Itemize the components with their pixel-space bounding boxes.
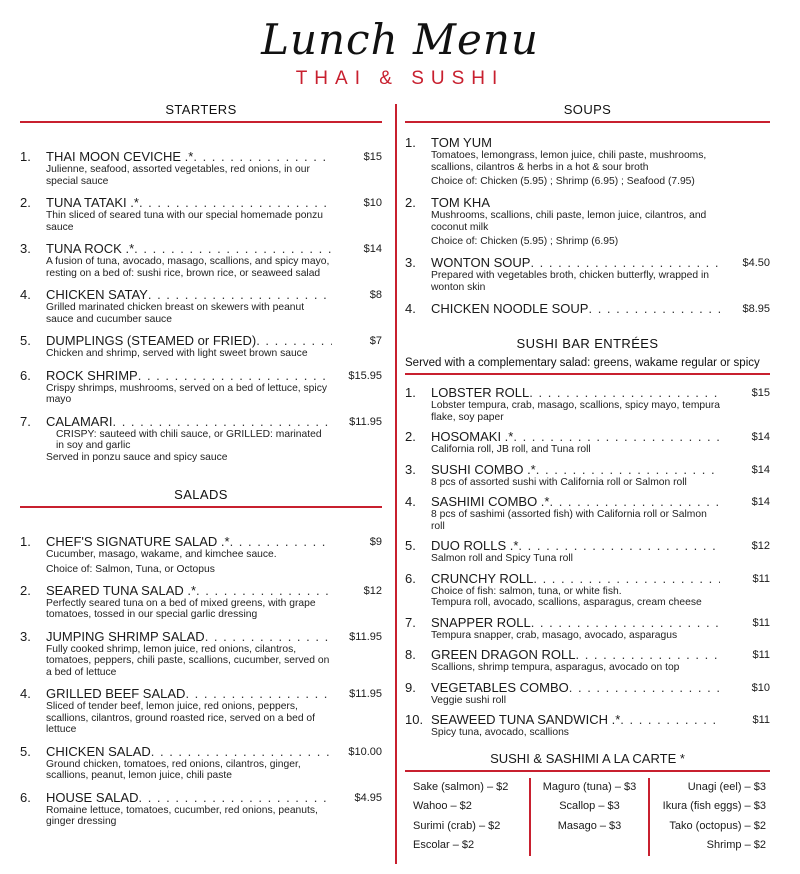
- a-la-carte-item: Surimi (crab) – $2: [413, 819, 501, 832]
- menu-item: [405, 615, 770, 642]
- menu-item-description: Thin sliced of seared tuna with our special homemade ponzu sauce: [46, 210, 324, 233]
- menu-item-line: [405, 680, 770, 695]
- menu-item-description: Fully cooked shrimp, lemon juice, red onions, cilantros, tomatoes, peppers, chili paste, scallions, cucumber, served on a bed of lettuce: [46, 643, 330, 678]
- dot-leader: [529, 385, 720, 400]
- menu-item-line: [405, 538, 770, 553]
- menu-item-name-wrap: [431, 647, 720, 662]
- menu-item-line: [405, 462, 770, 477]
- menu-item-number: 8.: [405, 647, 416, 662]
- menu-item-description: Lobster tempura, crab, masago, scallions, spicy mayo, tempura flake, soy paper: [431, 400, 721, 423]
- menu-item-price: $11.95: [349, 415, 382, 428]
- right-column: [405, 102, 770, 856]
- menu-item-name: TOM YUM: [431, 135, 492, 150]
- menu-item-number: 4.: [20, 686, 31, 701]
- a-la-carte-item: Shrimp – $2: [706, 839, 766, 851]
- menu-item-name: VEGETABLES COMBO: [431, 679, 569, 695]
- starters-list: [20, 149, 382, 463]
- menu-item-line: [405, 429, 770, 444]
- menu-item-name: SNAPPER ROLL: [431, 614, 531, 630]
- menu-item-name: DUO ROLLS .*: [431, 538, 519, 553]
- menu-item-number: 5.: [405, 538, 416, 553]
- menu-item-name: CALAMARI: [46, 413, 113, 429]
- dot-leader: [151, 744, 332, 759]
- menu-item: [20, 149, 382, 187]
- dot-leader: [531, 615, 720, 630]
- menu-item-number: 1.: [405, 135, 416, 150]
- menu-item-price: $15: [363, 151, 382, 163]
- menu-item-line: [20, 333, 382, 348]
- menu-item: [20, 241, 382, 279]
- menu-item-number: 7.: [20, 413, 31, 429]
- menu-item: [20, 583, 382, 621]
- menu-item-price: $11: [752, 616, 770, 629]
- menu-item-description: A fusion of tuna, avocado, masago, scallions, and spicy mayo, resting on a bed of: sushi rice, brown rice, or seaweed salad: [46, 256, 330, 279]
- menu-item-name-wrap: [431, 494, 720, 509]
- menu-item-description: Sliced of tender beef, lemon juice, red onions, peppers, scallions, cilantros, ground roasted rice, served on a bed of lettuce: [46, 701, 316, 735]
- a-la-carte-item: Sake (salmon) – $2: [413, 780, 509, 793]
- menu-item-number: 5.: [20, 743, 31, 759]
- dot-leader: [530, 255, 720, 270]
- menu-item-price: $8.95: [742, 303, 770, 315]
- menu-item: [20, 744, 382, 782]
- menu-item-name: CRUNCHY ROLL: [431, 570, 534, 586]
- menu-item-number: 7.: [405, 614, 416, 630]
- menu-item-name: TOM KHA: [431, 195, 490, 210]
- menu-item-line: [20, 629, 382, 644]
- menu-item-name-wrap: [431, 255, 720, 270]
- sushi-bar-note: Served with a complementary salad: greens, wakame regular or spicy: [405, 357, 770, 375]
- menu-item-line: [20, 583, 382, 598]
- menu-item-price: $15: [751, 387, 770, 399]
- menu-item-number: 3.: [405, 255, 416, 270]
- menu-item: [20, 414, 382, 464]
- menu-item-number: 2.: [405, 195, 416, 210]
- menu-item-name-wrap: [46, 368, 332, 383]
- menu-subtitle: THAI & SUSHI: [295, 68, 505, 89]
- left-column: [20, 102, 382, 836]
- menu-item: [405, 135, 770, 187]
- menu-item-name-wrap: [46, 241, 332, 256]
- menu-item-price: $4.50: [742, 257, 770, 269]
- menu-item-name-wrap: [431, 195, 720, 210]
- dot-leader: [230, 534, 332, 549]
- menu-item-name-wrap: [46, 534, 332, 549]
- menu-item-name: TUNA TATAKI .*: [46, 195, 139, 210]
- menu-item-line: [405, 385, 770, 400]
- menu-item-number: 2.: [405, 429, 416, 444]
- menu-item-name: HOUSE SALAD: [46, 789, 139, 805]
- dot-leader: [513, 429, 720, 444]
- menu-item-choice: Choice of: Salmon, Tuna, or Octopus: [46, 563, 215, 575]
- a-la-carte-heading: SUSHI & SASHIMI A LA CARTE *: [405, 751, 770, 772]
- sushi-bar-heading: SUSHI BAR ENTRÉES: [516, 336, 659, 351]
- menu-item-line: [405, 615, 770, 630]
- menu-item: [405, 680, 770, 707]
- menu-item-line: [20, 686, 382, 701]
- menu-item: [405, 385, 770, 423]
- dot-leader: [205, 629, 332, 644]
- menu-item-description: Veggie sushi roll: [431, 694, 506, 706]
- menu-item-price: $8: [369, 289, 382, 301]
- menu-item-price: [720, 195, 770, 197]
- menu-item-description: Salmon roll and Spicy Tuna roll: [431, 553, 573, 564]
- menu-item-line: [20, 744, 382, 759]
- menu-item-name-wrap: [431, 135, 720, 150]
- menu-item-description: Cucumber, masago, wakame, and kimchee sauce.: [46, 549, 277, 560]
- menu-item-name-wrap: [46, 333, 332, 348]
- menu-item-description: Prepared with vegetables broth, chicken butterfly, wrapped in wonton skin: [431, 270, 709, 293]
- menu-item-price: $11: [752, 714, 770, 726]
- menu-item-line: [20, 195, 382, 210]
- menu-item-price: $7: [369, 335, 382, 347]
- a-la-carte-item: Ikura (fish eggs) – $3: [662, 800, 766, 812]
- dot-leader: [575, 647, 720, 662]
- menu-item-number: 3.: [20, 628, 31, 644]
- menu-item: [405, 462, 770, 489]
- menu-item-name: LOBSTER ROLL: [431, 385, 530, 400]
- dot-leader: [536, 462, 720, 477]
- starters-heading: STARTERS: [20, 102, 382, 123]
- menu-item-description-extra: Tempura roll, avocado, scallions, asparagus, cream cheese: [431, 597, 702, 608]
- column-divider: [395, 104, 397, 864]
- menu-item-number: 6.: [405, 570, 416, 586]
- menu-item-name-wrap: [431, 712, 720, 727]
- menu-item-number: 1.: [405, 385, 416, 400]
- menu-item-name-wrap: [431, 385, 720, 400]
- menu-item-line: [20, 241, 382, 256]
- menu-item-price: $11.95: [349, 630, 382, 643]
- menu-item: [20, 333, 382, 360]
- menu-item-name: JUMPING SHRIMP SALAD: [46, 628, 205, 644]
- menu-item-description: 8 pcs of assorted sushi with California roll or Salmon roll: [431, 476, 687, 488]
- menu-item: [405, 712, 770, 739]
- menu-item-name: CHICKEN SATAY: [46, 287, 148, 302]
- dot-leader: [185, 686, 332, 701]
- menu-item-name: CHEF'S SIGNATURE SALAD .*: [46, 534, 230, 549]
- menu-item-line: [405, 647, 770, 662]
- menu-title: Lunch Menu: [261, 15, 539, 64]
- menu-item-description: Scallions, shrimp tempura, asparagus, avocado on top: [431, 662, 680, 673]
- menu-item-line: [405, 195, 770, 210]
- menu-item-price: $11: [752, 572, 770, 585]
- menu-item-price: $10.00: [348, 745, 382, 758]
- dot-leader: [196, 583, 332, 598]
- dot-leader: [112, 414, 332, 429]
- menu-item-name-wrap: [431, 615, 720, 630]
- menu-item-name-wrap: [431, 571, 720, 586]
- menu-item-price: $14: [363, 243, 382, 255]
- menu-item-description-extra: Served in ponzu sauce and spicy sauce: [46, 451, 228, 463]
- menu-item-name-wrap: [46, 414, 332, 429]
- menu-item: [20, 629, 382, 679]
- menu-item-price: $14: [751, 496, 770, 508]
- dot-leader: [139, 195, 332, 210]
- menu-item-name-wrap: [46, 195, 332, 210]
- menu-item-line: [20, 414, 382, 429]
- menu-item-description: Grilled marinated chicken breast on skewers with peanut sauce and cucumber sauce: [46, 302, 305, 325]
- menu-item-name: ROCK SHRIMP: [46, 367, 138, 383]
- menu-item: [405, 301, 770, 316]
- menu-item-line: [20, 790, 382, 805]
- dot-leader: [588, 301, 720, 316]
- menu-item-description: Romaine lettuce, tomatoes, cucumber, red onions, peanuts, ginger dressing: [46, 804, 318, 827]
- menu-item-number: 9.: [405, 679, 416, 695]
- menu-item-line: [405, 255, 770, 270]
- menu-item-name-wrap: [431, 680, 720, 695]
- a-la-carte-grid: [405, 778, 770, 856]
- menu-item-description: Crispy shrimps, mushrooms, served on a bed of lettuce, spicy mayo: [46, 382, 327, 405]
- menu-item: [20, 534, 382, 575]
- dot-leader: [193, 149, 332, 164]
- a-la-carte-col-1: [405, 778, 531, 856]
- menu-item-name-wrap: [431, 538, 720, 553]
- menu-item-line: [405, 494, 770, 509]
- menu-item-description: Spicy tuna, avocado, scallions: [431, 727, 569, 738]
- menu-item-name: HOSOMAKI .*: [431, 429, 514, 444]
- menu-item: [405, 494, 770, 532]
- menu-item-name: CHICKEN NOODLE SOUP: [431, 301, 589, 316]
- menu-item-price: $15.95: [348, 369, 382, 382]
- salads-list: [20, 534, 382, 828]
- menu-item-price: $10: [363, 197, 382, 209]
- menu-item-number: 2.: [20, 195, 31, 210]
- menu-item: [405, 571, 770, 609]
- menu-item-description: Choice of fish: salmon, tuna, or white fish.: [431, 585, 622, 597]
- menu-item-name: THAI MOON CEVICHE .*: [46, 149, 194, 164]
- menu-item-number: 3.: [405, 461, 416, 477]
- menu-item-number: 10.: [405, 712, 424, 727]
- menu-item-number: 1.: [20, 149, 31, 164]
- menu-item-name: SEARED TUNA SALAD .*: [46, 582, 197, 598]
- menu-item-description: Tempura snapper, crab, masago, avocado, asparagus: [431, 629, 678, 641]
- soups-heading: SOUPS: [405, 102, 770, 123]
- menu-item: [20, 368, 382, 406]
- menu-item-price: $14: [751, 431, 770, 443]
- dot-leader: [518, 538, 720, 553]
- menu-item-name: SEAWEED TUNA SANDWICH .*: [431, 712, 621, 727]
- menu-item-price: $10: [751, 681, 770, 694]
- menu-item-name: SASHIMI COMBO .*: [431, 494, 550, 509]
- a-la-carte-section: [405, 751, 770, 856]
- menu-item-name: GREEN DRAGON ROLL: [431, 647, 576, 662]
- menu-item-price: $14: [751, 463, 770, 476]
- menu-item-number: 6.: [20, 367, 31, 383]
- menu-item-name-wrap: [46, 583, 332, 598]
- menu-item-line: [20, 287, 382, 302]
- menu-header: [0, 10, 800, 90]
- menu-item-number: 6.: [20, 789, 31, 805]
- menu-item-name-wrap: [46, 287, 332, 302]
- menu-item-name-wrap: [431, 462, 720, 477]
- menu-item-number: 4.: [20, 287, 31, 302]
- menu-item-description: CRISPY: sauteed with chili sauce, or GRILLED: marinated in soy and garlic: [56, 428, 322, 451]
- menu-item-line: [20, 368, 382, 383]
- menu-item-name-wrap: [46, 790, 332, 805]
- a-la-carte-col-2: [531, 778, 649, 856]
- menu-item-name: GRILLED BEEF SALAD: [46, 686, 186, 701]
- dot-leader: [549, 494, 720, 509]
- menu-item-name-wrap: [46, 686, 332, 701]
- a-la-carte-item: Tako (octopus) – $2: [669, 819, 766, 832]
- menu-item-number: 1.: [20, 534, 31, 549]
- menu-item: [405, 538, 770, 565]
- menu-item-price: $12: [363, 584, 382, 597]
- menu-item-description: Mushrooms, scallions, chili paste, lemon juice, cilantros, and coconut milk: [431, 210, 707, 233]
- menu-item-line: [20, 534, 382, 549]
- menu-item-name-wrap: [46, 629, 332, 644]
- menu-item-line: [405, 135, 770, 150]
- menu-item-number: 2.: [20, 582, 31, 598]
- menu-item-price: $12: [751, 540, 770, 552]
- menu-item-price: $11: [752, 649, 770, 661]
- menu-item-line: [405, 571, 770, 586]
- menu-item-number: 4.: [405, 494, 416, 509]
- menu-item-name-wrap: [46, 744, 332, 759]
- menu-item: [20, 790, 382, 828]
- menu-item-name-wrap: [431, 429, 720, 444]
- menu-item-description: Tomatoes, lemongrass, lemon juice, chili paste, mushrooms, scallions, cilantros & herbs in a hot & sour broth: [431, 150, 707, 173]
- menu-item-line: [20, 149, 382, 164]
- menu-item-description: California roll, JB roll, and Tuna roll: [431, 444, 591, 455]
- menu-item-price: $9: [369, 536, 382, 548]
- menu-item: [20, 195, 382, 233]
- dot-leader: [569, 680, 720, 695]
- a-la-carte-item: Wahoo – $2: [413, 800, 472, 812]
- a-la-carte-item: Unagi (eel) – $3: [687, 780, 766, 793]
- dot-leader: [138, 790, 332, 805]
- menu-item-line: [405, 301, 770, 316]
- menu-item-name: CHICKEN SALAD: [46, 743, 151, 759]
- menu-item-choice: Choice of: Chicken (5.95) ; Shrimp (6.95): [431, 236, 619, 247]
- menu-item-description: Perfectly seared tuna on a bed of mixed greens, with grape tomatoes, tossed in our special garlic dressing: [46, 597, 316, 620]
- a-la-carte-col-3: [650, 778, 770, 856]
- soups-list: [405, 135, 770, 316]
- menu-item-description: Chicken and shrimp, served with light sweet brown sauce: [46, 348, 308, 359]
- menu-item: [20, 686, 382, 736]
- dot-leader: [134, 241, 332, 256]
- menu-item-description: Julienne, seafood, assorted vegetables, red onions, in our special sauce: [46, 164, 310, 187]
- a-la-carte-item: Escolar – $2: [413, 839, 475, 851]
- menu-item-name: DUMPLINGS (STEAMED or FRIED): [46, 333, 257, 348]
- menu-item-name-wrap: [46, 149, 332, 164]
- dot-leader: [620, 712, 720, 727]
- dot-leader: [533, 571, 720, 586]
- menu-item-name: TUNA ROCK .*: [46, 241, 135, 256]
- menu-item-price: $4.95: [354, 791, 382, 804]
- dot-leader: [138, 368, 332, 383]
- menu-item-choice: Choice of: Chicken (5.95) ; Shrimp (6.95) ; Seafood (7.95): [431, 176, 695, 187]
- menu-item-number: 3.: [20, 241, 31, 256]
- menu-item-number: 5.: [20, 333, 31, 348]
- sushi-bar-list: [405, 385, 770, 739]
- menu-item: [405, 255, 770, 293]
- menu-item: [405, 195, 770, 247]
- salads-heading: SALADS: [20, 487, 382, 508]
- menu-item-line: [405, 712, 770, 727]
- menu-item-name: SUSHI COMBO .*: [431, 461, 536, 477]
- menu-item-price: $11.95: [349, 688, 382, 700]
- menu-item-name: WONTON SOUP: [431, 255, 531, 270]
- dot-leader: [148, 287, 332, 302]
- menu-item-price: [720, 135, 770, 137]
- menu-item-number: 4.: [405, 301, 416, 316]
- a-la-carte-item: Maguro (tuna) – $3: [542, 780, 637, 793]
- menu-item: [20, 287, 382, 325]
- menu-item: [405, 647, 770, 674]
- a-la-carte-item: Scallop – $3: [559, 800, 620, 812]
- menu-item: [405, 429, 770, 456]
- menu-item-description: 8 pcs of sashimi (assorted fish) with California roll or Salmon roll: [431, 509, 707, 532]
- a-la-carte-item: Masago – $3: [557, 819, 622, 832]
- menu-item-name-wrap: [431, 301, 720, 316]
- menu-item-description: Ground chicken, tomatoes, red onions, cilantros, ginger, scallions, peanut, lemon juice, chili paste: [46, 758, 301, 781]
- dot-leader: [256, 333, 332, 348]
